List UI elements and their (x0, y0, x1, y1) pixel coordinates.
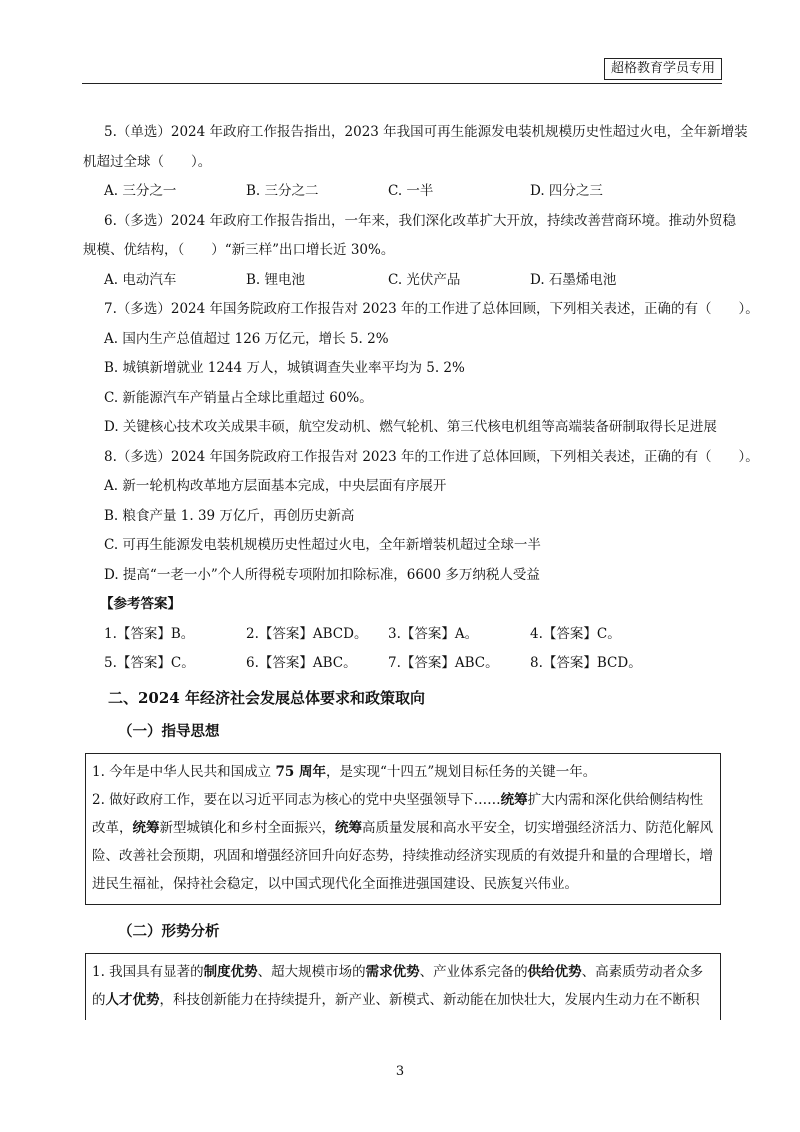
option-d: D. 提高“一老一小”个人所得税专项附加扣除标准，6600 多万纳税人受益 (104, 566, 540, 583)
highlight: 统筹 (500, 791, 528, 808)
option-d: D. 关键核心技术攻关成果丰硕，航空发动机、燃气轮机、第三代核电机组等高端装备研制取得长足进展 (104, 419, 717, 435)
option-c: C. 光伏产品 (388, 271, 461, 288)
answer-item: 7.【答案】ABC。 (388, 655, 499, 671)
answer-item: 8.【答案】BCD。 (530, 655, 642, 671)
highlight: 统筹 (132, 819, 160, 836)
answer-item: 3.【答案】A。 (388, 625, 479, 642)
option-a: A. 三分之一 (104, 183, 177, 199)
option-b: B. 锂电池 (246, 271, 306, 288)
question-stem: 机超过全球（ ）。 (83, 153, 212, 170)
question-stem: 规模、优结构，（ ）“新三样”出口增长近 30%。 (83, 242, 395, 258)
box-paragraph: 2. 做好政府工作，要在以习近平同志为核心的党中央坚强领导下……统筹扩大内需和深化供给侧结构性改革，统筹新型城镇化和乡村全面振兴，统筹高质量发展和高水平安全，切实增强经济活力、防范化解风险、改善社会预期，巩固和增强经济回升向好态势，持续推动经济实现质的有效提升和量的合理增长，增进民生福祉，保持社会稳定，以中国式现代化全面推进强国建设、民族复兴伟业。 (92, 791, 713, 892)
subsection-title: （一）指导思想 (118, 722, 220, 740)
header-tag: 超格教育学员专用 (604, 58, 722, 80)
option-a: A. 电动汽车 (104, 271, 177, 288)
question-stem: 6.（多选）2024 年政府工作报告指出，一年来，我们深化改革扩大开放，持续改善营商环境。推动外贸稳 (104, 212, 737, 229)
question-8 (104, 443, 759, 591)
question-stem: 5.（单选）2024 年政府工作报告指出，2023 年我国可再生能源发电装机规模历史性超过火电，全年新增装 (104, 124, 748, 140)
option-b: B. 粮食产量 1. 39 万亿斤，再创历史新高 (104, 507, 355, 524)
option-c: C. 可再生能源发电装机规模历史性超过火电，全年新增装机超过全球一半 (104, 537, 541, 553)
option-a: A. 新一轮机构改革地方层面基本完成，中央层面有序展开 (104, 478, 447, 494)
answer-item: 2.【答案】ABCD。 (246, 625, 368, 642)
option-c: C. 一半 (388, 183, 434, 199)
highlight: 供给优势 (527, 963, 582, 980)
answer-item: 1.【答案】B。 (104, 625, 195, 642)
box-paragraph: 1. 今年是中华人民共和国成立 75 周年，是实现“十四五”规划目标任务的关键一年。 (92, 763, 597, 780)
guiding-ideology-box (85, 753, 721, 905)
answer-key (100, 590, 724, 679)
question-stem: 7.（多选）2024 年国务院政府工作报告对 2023 年的工作进了总体回顾，下列相关表述，正确的有（ ）。 (104, 301, 759, 317)
option-b: B. 三分之二 (246, 183, 319, 199)
situation-analysis-box (85, 953, 721, 1020)
answer-key-title: 【参考答案】 (100, 596, 181, 612)
option-b: B. 城镇新增就业 1244 万人，城镇调查失业率平均为 5. 2% (104, 360, 465, 376)
highlight: 75 周年 (275, 763, 326, 780)
header-rule (82, 83, 722, 84)
page-content (83, 118, 759, 1030)
answer-row (104, 649, 724, 679)
answer-item: 5.【答案】C。 (104, 655, 195, 671)
answer-item: 4.【答案】C。 (530, 625, 621, 642)
question-5 (83, 118, 748, 207)
subsection-title: （二）形势分析 (118, 922, 220, 940)
option-c: C. 新能源汽车产销量占全球比重超过 60%。 (104, 389, 373, 406)
option-a: A. 国内生产总值超过 126 万亿元，增长 5. 2% (104, 330, 389, 347)
question-stem: 8.（多选）2024 年国务院政府工作报告对 2023 年的工作进了总体回顾，下列相关表述，正确的有（ ）。 (104, 448, 759, 465)
answer-item: 6.【答案】ABC。 (246, 655, 357, 671)
question-6 (83, 207, 737, 296)
question-7 (104, 295, 759, 443)
box-paragraph: 1. 我国具有显著的制度优势、超大规模市场的需求优势、产业体系完备的供给优势、高素质劳动者众多的人才优势，科技创新能力在持续提升，新产业、新模式、新动能在加快壮大，发展内生动力在不断积 (92, 963, 704, 1008)
page-number: 3 (395, 1064, 405, 1079)
option-d: D. 石墨烯电池 (530, 271, 617, 288)
option-row (104, 177, 724, 207)
highlight: 人才优势 (105, 991, 160, 1008)
option-d: D. 四分之三 (530, 183, 603, 199)
option-row (104, 266, 724, 296)
highlight: 统筹 (335, 819, 362, 836)
highlight: 制度优势 (203, 963, 258, 980)
answer-row (104, 620, 724, 650)
highlight: 需求优势 (365, 963, 420, 980)
section-title: 二、2024 年经济社会发展总体要求和政策取向 (108, 688, 425, 707)
